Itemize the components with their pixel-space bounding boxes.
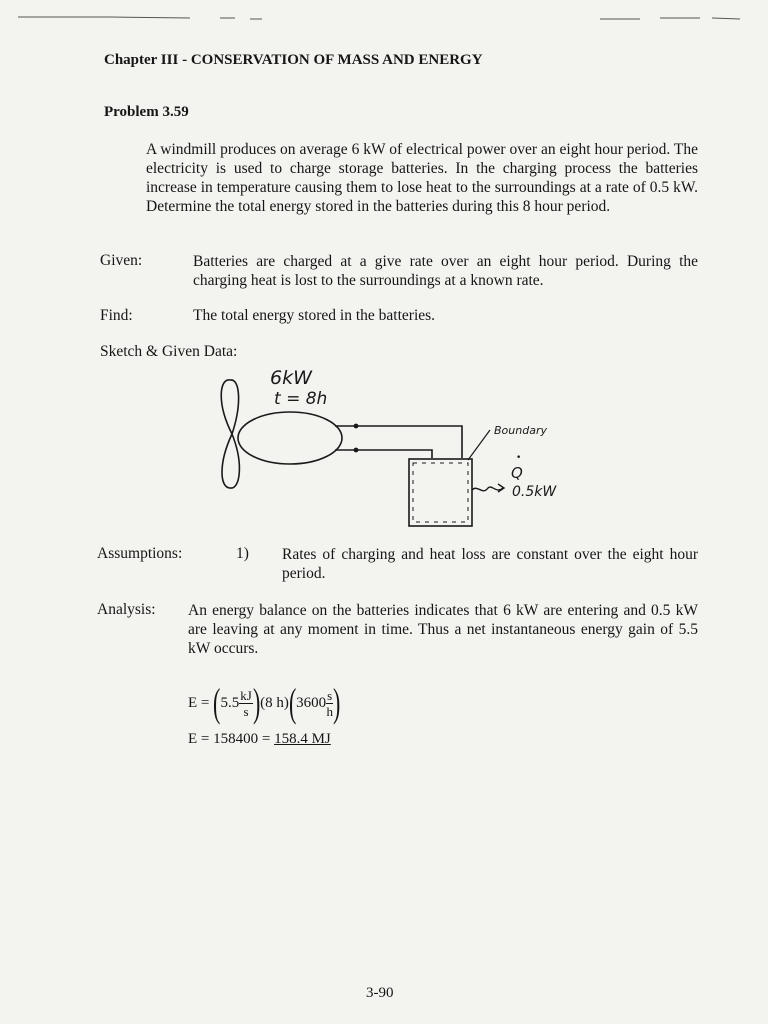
scan-top-rule [0,10,768,22]
boundary-label: Boundary [494,424,547,437]
q-dot: • [516,453,522,463]
unit-fraction-s-h: $\frac{s}{h}$ [326,687,333,719]
analysis-text: An energy balance on the batteries indicates that 6 kW are entering and 0.5 kW are leaving at any moment in time. Thus a net instantaneous energy gain of 5.5 kW occurs. [188,602,698,657]
power-label: 6kW [270,367,312,389]
find-label: Find: [100,307,133,324]
assumption-text: Rates of charging and heat loss are constant over the eight hour period. [282,546,698,582]
generator-body [238,412,342,464]
given-text: Batteries are charged at a give rate over an eight hour period. During the charging heat is lost to the surroundings at a known rate. [193,253,698,289]
result-equation: E = 158400 = 158.4 MJ [188,731,331,747]
given-label: Given: [100,252,143,269]
chapter-heading: Chapter III - CONSERVATION OF MASS AND ENERGY [104,52,483,68]
energy-equation: E = ( 5.5 $\frac{kJ}{s}$ ) (8 h) ( 3600 $\frac{s}{h}$ ) [188,680,341,725]
time-label: t = 8h [274,389,328,409]
system-boundary [413,463,468,522]
assumption-number: 1) [236,545,249,562]
battery-box [409,459,472,526]
page-number: 3-90 [366,985,394,1001]
windmill-battery-sketch [200,362,580,532]
q-symbol: Q [511,464,523,482]
unit-fraction-kj-s: $\frac{kJ}{s}$ [240,687,252,719]
equation-lhs: E = [188,694,210,711]
find-text: The total energy stored in the batteries. [193,307,436,324]
wire-top [335,426,462,458]
problem-number: Problem 3.59 [104,104,189,120]
analysis-label: Analysis: [97,601,156,618]
heat-flow-arrow [472,484,504,492]
sketch-label: Sketch & Given Data: [100,343,238,360]
assumptions-label: Assumptions: [97,545,183,562]
heat-rate-label: 0.5kW [512,484,557,500]
windmill-blades [221,380,239,488]
problem-statement: A windmill produces on average 6 kW of electrical power over an eight hour period. The electricity is used to charge storage batteries. In the charging process the batteries increase in temperature causing them to lose heat to the surroundings at a rate of 0.5 kW. Determine the total energy stored in the batteries during this 8 hour period. [146,141,698,215]
wire-bottom [335,450,432,458]
final-answer: 158.4 MJ [274,731,331,747]
